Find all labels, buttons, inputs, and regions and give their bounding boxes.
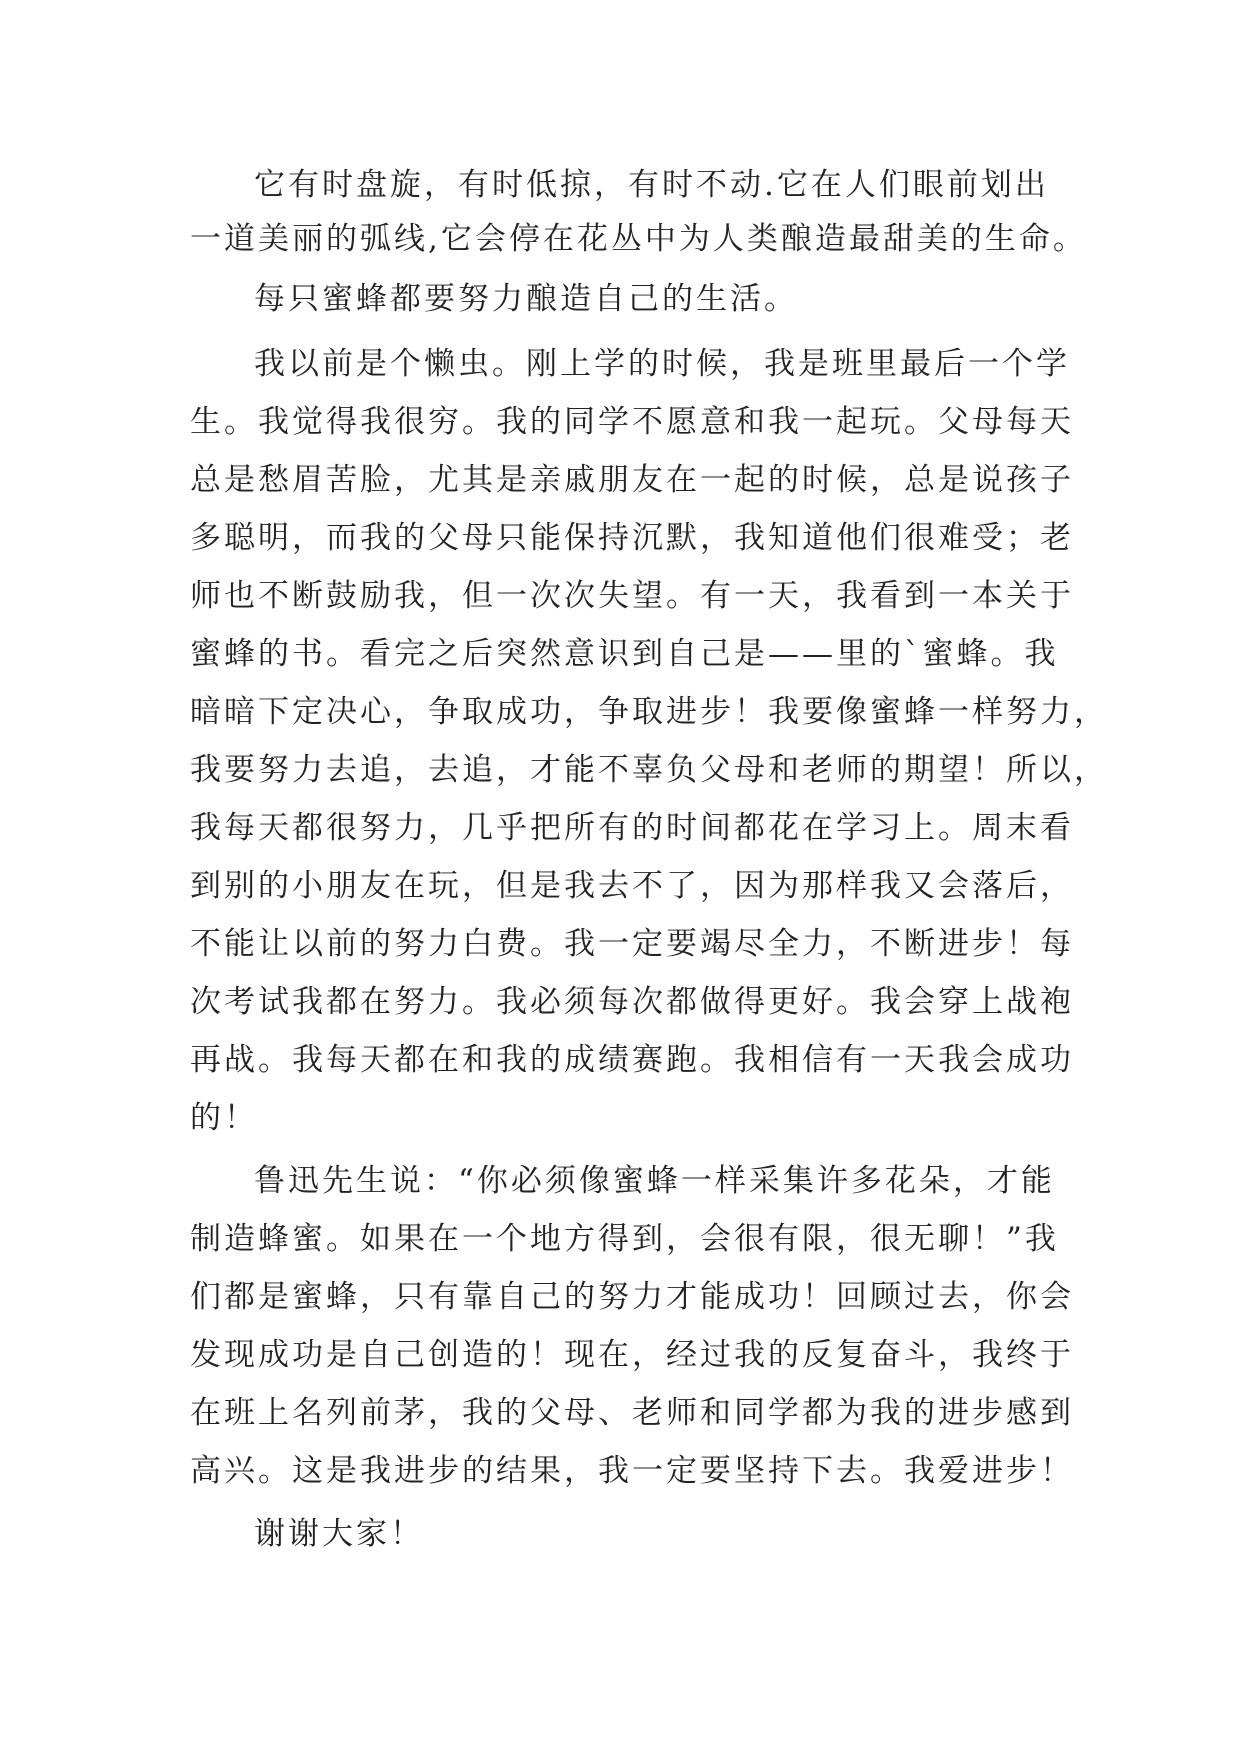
- text-line: 暗暗下定决心，争取成功，争取进步！我要像蜜蜂一样努力，: [190, 694, 1108, 730]
- text-line: 师也不断鼓励我，但一次次失望。有一天，我看到一本关于: [190, 578, 1074, 614]
- text-line: 每只蜜蜂都要努力酿造自己的生活。: [254, 281, 798, 317]
- text-line: 次考试我都在努力。我必须每次都做得更好。我会穿上战袍: [190, 984, 1074, 1020]
- text-line: 到别的小朋友在玩，但是我去不了，因为那样我又会落后，: [190, 868, 1074, 904]
- text-line: 我要努力去追，去追，才能不辜负父母和老师的期望！所以，: [190, 752, 1108, 788]
- text-line: 多聪明，而我的父母只能保持沉默，我知道他们很难受；老: [190, 520, 1074, 556]
- text-line: 我每天都很努力，几乎把所有的时间都花在学习上。周末看: [190, 810, 1074, 846]
- text-line: 在班上名列前茅，我的父母、老师和同学都为我的进步感到: [190, 1395, 1074, 1431]
- text-line: 一道美丽的弧线,它会停在花丛中为人类酿造最甜美的生命。: [190, 221, 1087, 257]
- text-line: 不能让以前的努力白费。我一定要竭尽全力，不断进步！每: [190, 926, 1074, 962]
- text-line: 的！: [190, 1100, 258, 1136]
- text-line: 谢谢大家！: [254, 1516, 424, 1552]
- text-line: 高兴。这是我进步的结果，我一定要坚持下去。我爱进步！: [190, 1453, 1074, 1489]
- text-line: 总是愁眉苦脸，尤其是亲戚朋友在一起的时候，总是说孩子: [190, 462, 1074, 498]
- text-line: 蜜蜂的书。看完之后突然意识到自己是——里的`蜜蜂。我: [190, 636, 1059, 672]
- text-line: 它有时盘旋，有时低掠，有时不动.它在人们眼前划出: [254, 167, 1049, 203]
- text-line: 们都是蜜蜂，只有靠自己的努力才能成功！回顾过去，你会: [190, 1279, 1074, 1315]
- text-line: 制造蜂蜜。如果在一个地方得到，会很有限，很无聊！”我: [190, 1221, 1059, 1257]
- text-line: 生。我觉得我很穷。我的同学不愿意和我一起玩。父母每天: [190, 404, 1074, 440]
- text-line: 发现成功是自己创造的！现在，经过我的反复奋斗，我终于: [190, 1337, 1074, 1373]
- text-line: 我以前是个懒虫。刚上学的时候，我是班里最后一个学: [254, 346, 1070, 382]
- text-line: 再战。我每天都在和我的成绩赛跑。我相信有一天我会成功: [190, 1042, 1074, 1078]
- text-line: 鲁迅先生说：“你必须像蜜蜂一样采集许多花朵，才能: [254, 1163, 1055, 1199]
